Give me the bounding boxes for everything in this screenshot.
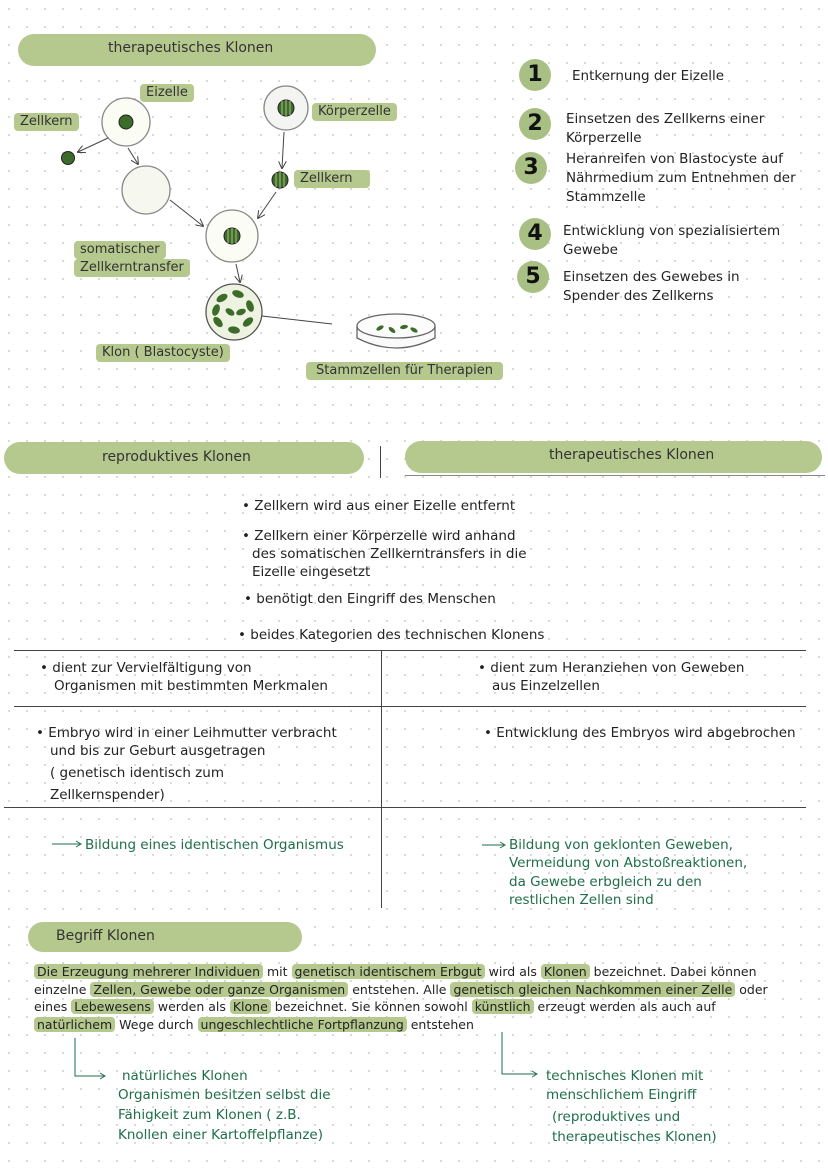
step-3-line1: Heranreifen von Blastocyste auf (566, 151, 783, 167)
paragraph-text: wird als (484, 964, 541, 979)
highlighted-term: künstlich (472, 999, 534, 1014)
step-1-number: 1 (519, 59, 551, 91)
highlighted-term: Klonen (541, 964, 590, 979)
both-categories: • beides Kategorien des technischen Klonens (238, 627, 545, 643)
natural-4: Knollen einer Kartoffelpflanze) (118, 1127, 323, 1143)
step-4-line2: Gewebe (563, 242, 618, 258)
section-title-text: therapeutisches Klonen (108, 40, 274, 56)
header-begriff-text: Begriff Klonen (56, 928, 155, 944)
highlighted-term: Die Erzeugung mehrerer Individuen (34, 964, 263, 979)
step-2-line2: Körperzelle (566, 130, 642, 146)
step-3-line2: Nährmedium zum Entnehmen der (566, 170, 796, 186)
natural-2: Organismen besitzen selbst die (118, 1087, 331, 1103)
row1-left-2: Organismen mit bestimmten Merkmalen (54, 678, 328, 694)
paragraph-text: bezeichnet. Sie können sowohl (270, 999, 472, 1014)
row3-right-1: Bildung von geklonten Geweben, (509, 837, 733, 853)
header-begriff (28, 922, 302, 952)
highlighted-term: Zellen, Gewebe oder ganze Organismen (90, 982, 348, 997)
label-zellkern-right: Zellkern (294, 170, 370, 188)
row3-left-1: Bildung eines identischen Organismus (85, 837, 344, 853)
label-zellkern-left: Zellkern (14, 113, 79, 131)
row2-left-2: und bis zur Geburt ausgetragen (50, 743, 266, 759)
highlighted-term: Lebewesens (71, 999, 154, 1014)
common-point-3: • benötigt den Eingriff des Menschen (244, 591, 496, 607)
step-3-number: 3 (515, 152, 547, 184)
step-4-number: 4 (519, 218, 551, 250)
paragraph-text: oder eines (34, 981, 768, 1014)
step-1-line1: Entkernung der Eizelle (572, 68, 725, 84)
common-point-2c: Eizelle eingesetzt (252, 564, 371, 580)
highlighted-term: genetisch identischem Erbgut (292, 964, 485, 979)
paragraph-text: entstehen. Alle (348, 981, 451, 997)
common-point-2a: • Zellkern einer Körperzelle wird anhand (242, 528, 516, 544)
label-transfer-1: somatischer (74, 241, 166, 259)
paragraph-text: erzeugt werden als auch auf (533, 999, 716, 1014)
label-klon: Klon ( Blastocyste) (96, 344, 230, 362)
row1-right-2: aus Einzelzellen (492, 678, 600, 694)
row2-left-1: • Embryo wird in einer Leihmutter verbracht (36, 725, 337, 741)
label-stammzellen: Stammzellen für Therapien (306, 362, 503, 380)
row1-right-1: • dient zum Heranziehen von Geweben (478, 660, 745, 676)
paragraph-text: werden als (153, 999, 230, 1014)
technical-3: (reproduktives und (552, 1109, 681, 1125)
row3-right-2: Vermeidung von Abstoßreaktionen, (509, 855, 748, 871)
row3-right-4: restlichen Zellen sind (509, 892, 654, 908)
definition-paragraph (34, 963, 776, 1033)
step-4-line1: Entwicklung von spezialisiertem (563, 223, 781, 239)
natural-3: Fähigkeit zum Klonen ( z.B. (118, 1107, 301, 1123)
highlighted-term: natürlichem (34, 1017, 115, 1032)
label-transfer-2: Zellkerntransfer (74, 259, 190, 277)
row2-left-3: ( genetisch identisch zum (50, 765, 224, 781)
step-2-line1: Einsetzen des Zellkerns einer (566, 111, 765, 127)
label-koerperzelle: Körperzelle (312, 103, 397, 121)
technical-1: technisches Klonen mit (546, 1068, 704, 1084)
row1-left-1: • dient zur Vervielfältigung von (40, 660, 252, 676)
natural-1: natürliches Klonen (122, 1068, 248, 1084)
common-point-1: • Zellkern wird aus einer Eizelle entfernt (242, 498, 516, 514)
paragraph-text: bezeichnet. Dabei können einzelne (34, 964, 757, 997)
step-3-line3: Stammzelle (566, 189, 646, 205)
step-5-number: 5 (517, 261, 549, 293)
paragraph-text: Wege durch (115, 1016, 198, 1032)
step-5-line2: Spender des Zellkerns (563, 288, 714, 304)
header-reproductive-text: reproduktives Klonen (102, 449, 251, 465)
step-5-line1: Einsetzen des Gewebes in (563, 269, 740, 285)
header-therapeutic-text: therapeutisches Klonen (549, 447, 715, 463)
row2-left-4: Zellkernspender) (50, 787, 165, 803)
step-2-number: 2 (519, 108, 551, 140)
label-eizelle: Eizelle (140, 84, 194, 102)
common-point-2b: des somatischen Zellkerntransfers in die (252, 546, 527, 562)
highlighted-term: Klone (230, 999, 271, 1014)
technical-2: menschlichem Eingriff (546, 1087, 697, 1103)
technical-4: therapeutisches Klonen) (552, 1129, 717, 1145)
highlighted-term: ungeschlechtliche Fortpflanzung (198, 1017, 407, 1032)
row2-right-1: • Entwicklung des Embryos wird abgebrochen (484, 725, 796, 741)
highlighted-term: genetisch gleichen Nachkommen einer Zelle (450, 982, 735, 997)
paragraph-text: entstehen (406, 1016, 474, 1032)
paragraph-text: mit (263, 964, 292, 979)
row3-right-3: da Gewebe erbgleich zu den (509, 874, 702, 890)
